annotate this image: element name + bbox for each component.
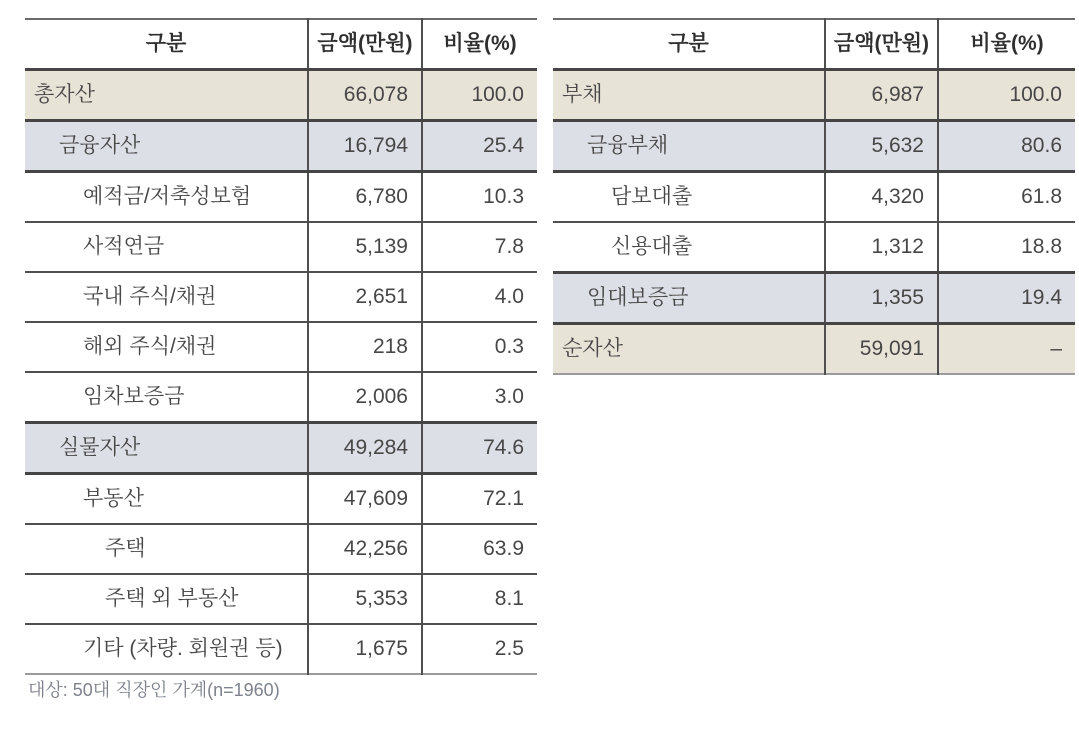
header-row (25, 19, 537, 70)
amount-cell: 2,006 (308, 372, 422, 423)
footnote: 대상: 50대 직장인 가계(n=1960) (28, 680, 280, 700)
header-row (553, 19, 1075, 70)
category-cell: 부채 (553, 70, 825, 121)
assets-table (25, 18, 537, 675)
ratio-cell: 63.9 (422, 524, 537, 574)
category-cell: 주택 외 부동산 (25, 574, 308, 624)
amount-cell: 47,609 (308, 474, 422, 525)
ratio-cell: 10.3 (422, 172, 537, 223)
table-row (553, 324, 1075, 375)
category-cell: 임대보증금 (553, 273, 825, 324)
table-row (553, 222, 1075, 273)
table-row (25, 172, 537, 223)
amount-cell: 6,987 (825, 70, 938, 121)
column-header-ratio: 비율(%) (422, 19, 537, 70)
table-row (25, 372, 537, 423)
table-row (25, 70, 537, 121)
column-header-amount: 금액(만원) (825, 19, 938, 70)
ratio-cell: 18.8 (938, 222, 1075, 273)
amount-cell: 42,256 (308, 524, 422, 574)
ratio-cell: 3.0 (422, 372, 537, 423)
ratio-cell: 61.8 (938, 172, 1075, 223)
amount-cell: 1,312 (825, 222, 938, 273)
amount-cell: 1,355 (825, 273, 938, 324)
ratio-cell: 8.1 (422, 574, 537, 624)
category-cell: 신용대출 (553, 222, 825, 273)
amount-cell: 5,632 (825, 121, 938, 172)
table-row (25, 624, 537, 674)
amount-cell: 16,794 (308, 121, 422, 172)
ratio-cell: 2.5 (422, 624, 537, 674)
table-row (553, 273, 1075, 324)
table-row (25, 524, 537, 574)
column-header-amount: 금액(만원) (308, 19, 422, 70)
category-cell: 사적연금 (25, 222, 308, 272)
amount-cell: 1,675 (308, 624, 422, 674)
table-row (553, 172, 1075, 223)
liabilities-table (553, 18, 1075, 375)
column-header-category: 구분 (25, 19, 308, 70)
ratio-cell: 19.4 (938, 273, 1075, 324)
category-cell: 주택 (25, 524, 308, 574)
category-cell: 임차보증금 (25, 372, 308, 423)
ratio-cell: 72.1 (422, 474, 537, 525)
amount-cell: 218 (308, 322, 422, 372)
amount-cell: 2,651 (308, 272, 422, 322)
amount-cell: 4,320 (825, 172, 938, 223)
category-cell: 순자산 (553, 324, 825, 375)
ratio-cell: 4.0 (422, 272, 537, 322)
table-row (25, 322, 537, 372)
amount-cell: 66,078 (308, 70, 422, 121)
ratio-cell: 100.0 (938, 70, 1075, 121)
category-cell: 해외 주식/채권 (25, 322, 308, 372)
table-row (25, 574, 537, 624)
category-cell: 실물자산 (25, 423, 308, 474)
category-cell: 국내 주식/채권 (25, 272, 308, 322)
ratio-cell: 0.3 (422, 322, 537, 372)
table-row (25, 474, 537, 525)
column-header-ratio: 비율(%) (938, 19, 1075, 70)
table-row (25, 272, 537, 322)
table-row (25, 222, 537, 272)
ratio-cell: 25.4 (422, 121, 537, 172)
category-cell: 기타 (차량. 회원권 등) (25, 624, 308, 674)
table-row (25, 423, 537, 474)
table-row (553, 121, 1075, 172)
ratio-cell: 7.8 (422, 222, 537, 272)
category-cell: 예적금/저축성보험 (25, 172, 308, 223)
column-header-category: 구분 (553, 19, 825, 70)
amount-cell: 5,353 (308, 574, 422, 624)
amount-cell: 49,284 (308, 423, 422, 474)
ratio-cell: – (938, 324, 1075, 375)
amount-cell: 6,780 (308, 172, 422, 223)
category-cell: 금융자산 (25, 121, 308, 172)
amount-cell: 5,139 (308, 222, 422, 272)
amount-cell: 59,091 (825, 324, 938, 375)
ratio-cell: 80.6 (938, 121, 1075, 172)
category-cell: 담보대출 (553, 172, 825, 223)
table-row (553, 70, 1075, 121)
category-cell: 금융부채 (553, 121, 825, 172)
ratio-cell: 74.6 (422, 423, 537, 474)
category-cell: 총자산 (25, 70, 308, 121)
ratio-cell: 100.0 (422, 70, 537, 121)
table-row (25, 121, 537, 172)
category-cell: 부동산 (25, 474, 308, 525)
